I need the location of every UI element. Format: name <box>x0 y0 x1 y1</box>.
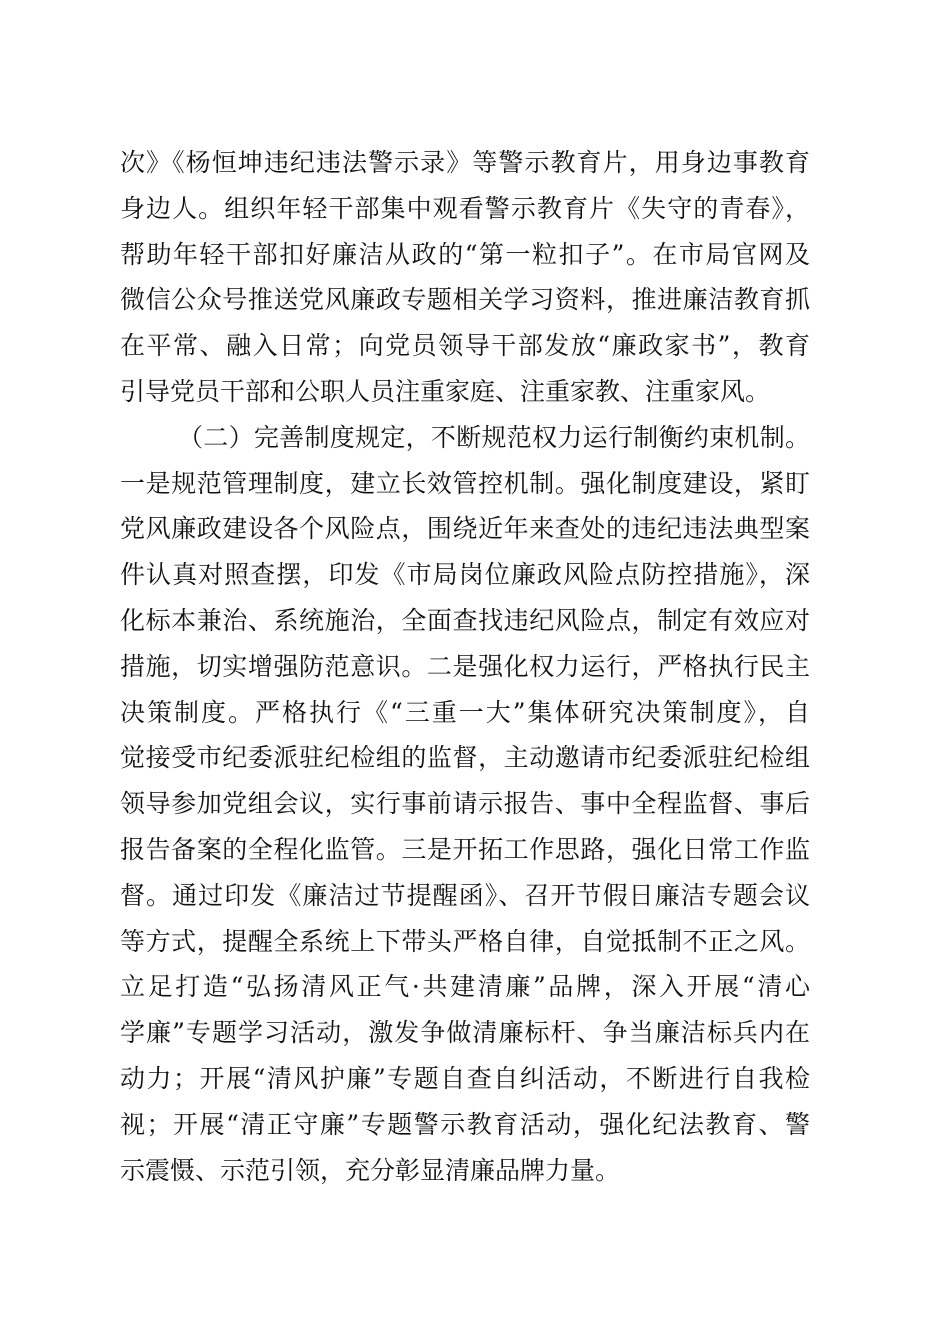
text-line: 决策制度。严格执行《“三重一大”集体研究决策制度》，自 <box>120 697 810 727</box>
text-line: 帮助年轻干部扣好廉洁从政的“第一粒扣子”。在市局官网及 <box>120 239 810 269</box>
text-line: 觉接受市纪委派驻纪检组的监督，主动邀请市纪委派驻纪检组 <box>120 743 810 773</box>
text-line: 措施，切实增强防范意识。二是强化权力运行，严格执行民主 <box>120 651 810 681</box>
text-line: 党风廉政建设各个风险点，围绕近年来查处的违纪违法典型案 <box>120 514 810 544</box>
body-text <box>120 140 810 1193</box>
text-line: 立足打造“弘扬清风正气·共建清廉”品牌，深入开展“清心 <box>120 972 810 1002</box>
text-line: 督。通过印发《廉洁过节提醒函》、召开节假日廉洁专题会议 <box>120 880 810 910</box>
text-line: 身边人。组织年轻干部集中观看警示教育片《失守的青春》， <box>120 193 810 223</box>
text-line: 等方式，提醒全系统上下带头严格自律，自觉抵制不正之风。 <box>120 926 810 956</box>
text-line: 报告备案的全程化监管。三是开拓工作思路，强化日常工作监 <box>120 834 810 864</box>
text-line: 领导参加党组会议，实行事前请示报告、事中全程监督、事后 <box>120 789 810 819</box>
text-line: 次》《杨恒坤违纪违法警示录》等警示教育片，用身边事教育 <box>120 148 810 177</box>
text-line: 引导党员干部和公职人员注重家庭、注重家教、注重家风。 <box>120 376 771 406</box>
text-line: 视；开展“清正守廉”专题警示教育活动，强化纪法教育、警 <box>120 1109 810 1139</box>
text-line: 动力；开展“清风护廉”专题自查自纠活动，不断进行自我检 <box>120 1063 810 1093</box>
text-line: 示震慑、示范引领，充分彰显清廉品牌力量。 <box>120 1155 621 1185</box>
text-line: 件认真对照查摆，印发《市局岗位廉政风险点防控措施》，深 <box>120 560 810 590</box>
text-line: 学廉”专题学习活动，激发争做清廉标杆、争当廉洁标兵内在 <box>120 1018 810 1048</box>
text-line: 一是规范管理制度，建立长效管控机制。强化制度建设，紧盯 <box>120 468 810 498</box>
text-line: 化标本兼治、系统施治，全面查找违纪风险点，制定有效应对 <box>120 605 810 635</box>
section-heading: （二）完善制度规定，不断规范权力运行制衡约束机制。 <box>178 422 810 452</box>
text-line: 微信公众号推送党风廉政专题相关学习资料，推进廉洁教育抓 <box>120 285 810 315</box>
text-line: 在平常、融入日常；向党员领导干部发放“廉政家书”，教育 <box>120 331 810 361</box>
